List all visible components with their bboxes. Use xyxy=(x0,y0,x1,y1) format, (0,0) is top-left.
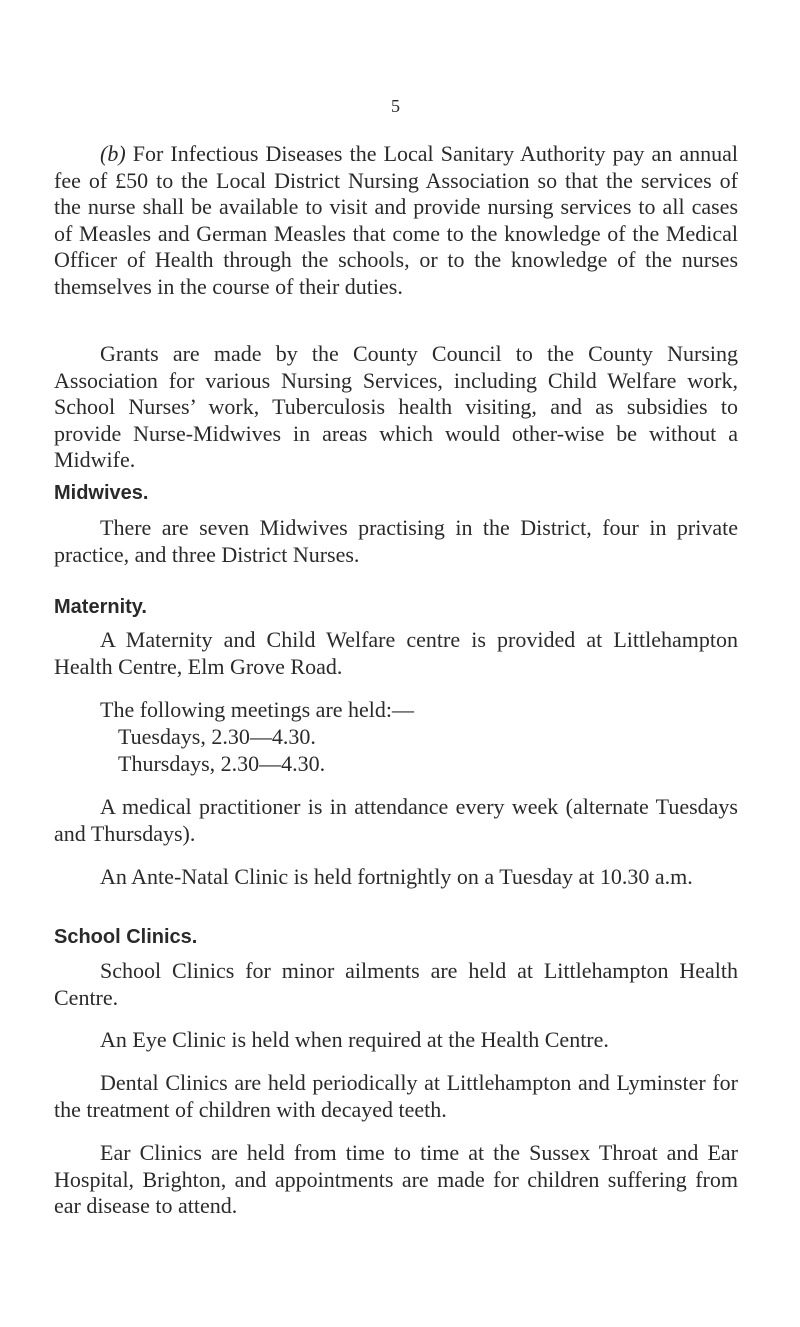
paragraph-midwives: There are seven Midwives practising in the District, four in private practice, and three District Nurses. xyxy=(54,515,738,567)
paragraph-dental-clinics: Dental Clinics are held periodically at Littlehampton and Lyminster for the treatment of children with decayed teeth. xyxy=(54,1070,738,1122)
page-number: 5 xyxy=(391,96,400,116)
paragraph-grants: Grants are made by the County Council to the County Nursing Association for various Nursing Services, including Child Welfare work, School Nurses’ work, Tuberculosis health visiting, and as subsidies to provide Nurse-Midwives in areas which would other-wise be without a Midwife. xyxy=(54,341,738,473)
heading-school-clinics: School Clinics. xyxy=(54,926,198,948)
paragraph-ear-clinics: Ear Clinics are held from time to time at the Sussex Throat and Ear Hospital, Brighton, and appointments are made for children suffering from ear disease to attend. xyxy=(54,1140,738,1219)
paragraph-practitioner: A medical practitioner is in attendance every week (alternate Tuesdays and Thursdays). xyxy=(54,794,738,846)
meeting-tuesdays: Tuesdays, 2.30—4.30. xyxy=(118,724,316,749)
heading-midwives: Midwives. xyxy=(54,482,149,504)
paragraph-maternity-centre: A Maternity and Child Welfare centre is provided at Littlehampton Health Centre, Elm Grove Road. xyxy=(54,627,738,679)
heading-maternity: Maternity. xyxy=(54,596,147,618)
paragraph-minor-ailments: School Clinics for minor ailments are held at Littlehampton Health Centre. xyxy=(54,958,738,1010)
paragraph-text: For Infectious Diseases the Local Sanitary Authority pay an annual fee of £50 to the Local District Nursing Association so that the services of the nurse shall be available to visit and provide nursing services to all cases of Measles and German Measles that come to the knowledge of the Medical Officer of Health through the schools, or to the knowledge of the nurses themselves in the course of their duties. xyxy=(54,141,738,299)
paragraph-label: (b) xyxy=(100,141,126,166)
meetings-intro: The following meetings are held:— xyxy=(100,697,415,722)
paragraph-eye-clinic: An Eye Clinic is held when required at the Health Centre. xyxy=(100,1027,609,1052)
meeting-thursdays: Thursdays, 2.30—4.30. xyxy=(118,751,326,776)
paragraph-antenatal: An Ante-Natal Clinic is held fortnightly on a Tuesday at 10.30 a.m. xyxy=(100,864,693,889)
paragraph-infectious-diseases xyxy=(54,141,738,301)
